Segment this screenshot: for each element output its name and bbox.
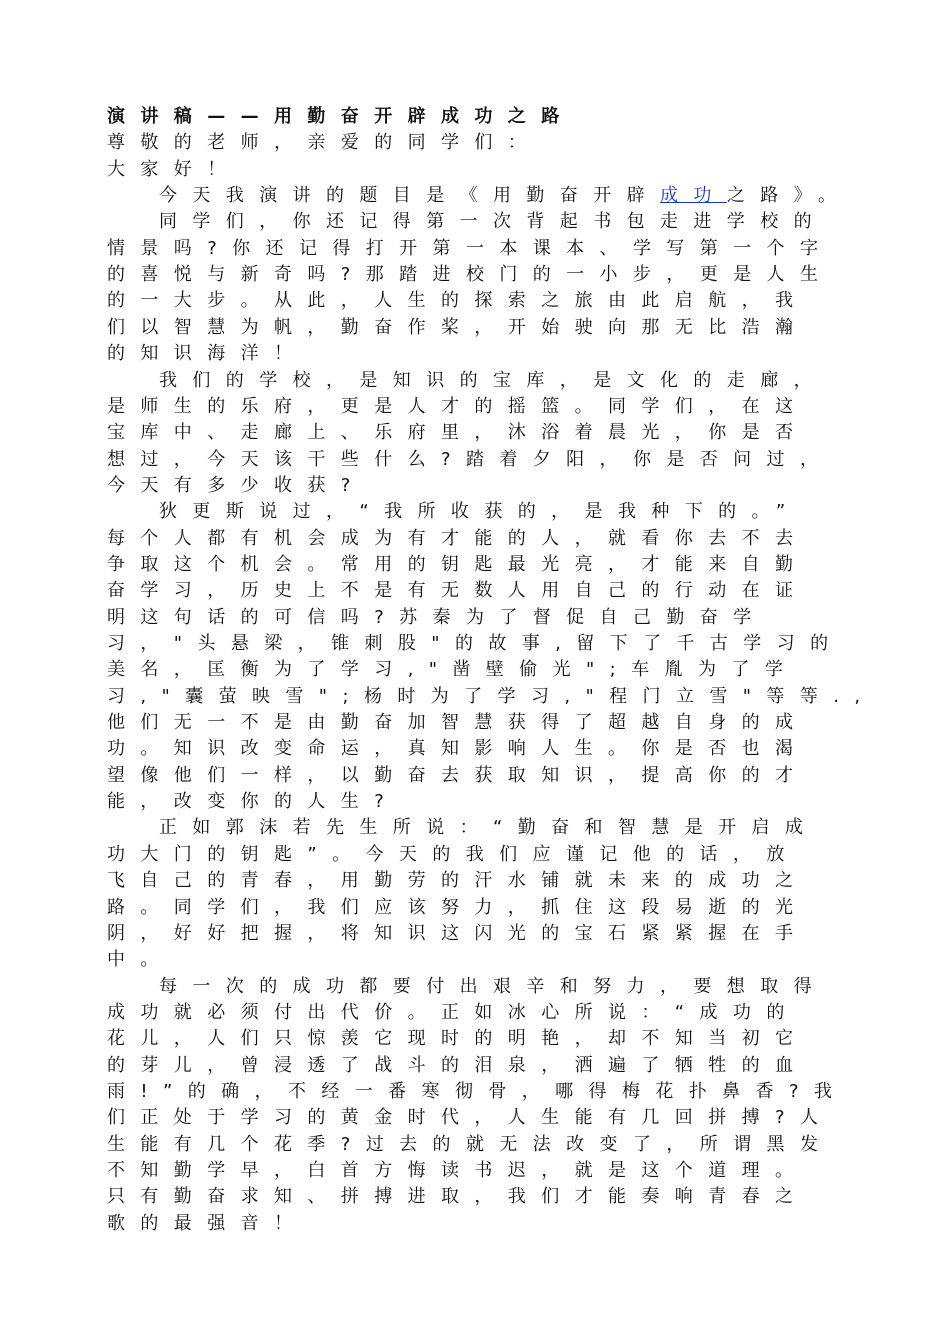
text-line: 美名，匡衡为了学习,"凿壁偷光";车胤为了学 bbox=[107, 659, 799, 680]
text-line: 争取这个机会。常用的钥匙最光亮，才能来自勤 bbox=[107, 554, 809, 575]
text-line: 的喜悦与新奇吗?那踏进校门的一小步，更是人生 bbox=[107, 264, 834, 285]
text-line: 功。知识改变命运，真知影响人生。你是否也渴 bbox=[107, 738, 809, 759]
text-line: 我们的学校，是知识的宝库，是文化的走廊， bbox=[159, 370, 827, 391]
text-line: 想过，今天该干些什么?踏着夕阳，你是否问过， bbox=[107, 449, 834, 470]
text-line: 大家好！ bbox=[107, 159, 241, 180]
text-line: 明这句话的可信吗?苏秦为了督促自己勤奋学 bbox=[107, 607, 767, 628]
text-line: 雨!”的确，不经一番寒彻骨，哪得梅花扑鼻香?我 bbox=[107, 1081, 848, 1102]
document-title: 演讲稿——用勤奋开辟成功之路 bbox=[107, 106, 575, 127]
text-line: 情景吗?你还记得打开第一本课本、学写第一个字 bbox=[107, 238, 834, 259]
text-segment: 今天我演讲的题目是《用勤奋开辟 bbox=[159, 185, 660, 206]
text-line: 功大门的钥匙”。今天的我们应谨记他的话，放 bbox=[107, 844, 800, 865]
text-line: 同学们，你还记得第一次背起书包走进学校的 bbox=[159, 211, 827, 232]
text-line: 能，改变你的人生? bbox=[107, 791, 400, 812]
text-line: 只有勤奋求知、拼搏进取，我们才能奏响青春之 bbox=[107, 1186, 809, 1207]
success-link[interactable]: 成功 bbox=[660, 185, 727, 206]
text-line: 每一次的成功都要付出艰辛和努力，要想取得 bbox=[159, 976, 827, 997]
text-line: 们以智慧为帆，勤奋作桨，开始驶向那无比浩瀚 bbox=[107, 317, 809, 338]
text-line: 习,"囊萤映雪";杨时为了学习,"程门立雪"等等., bbox=[107, 686, 876, 707]
text-line: 是师生的乐府，更是人才的摇篮。同学们，在这 bbox=[107, 396, 809, 417]
text-line: 他们无一不是由勤奋加智慧获得了超越自身的成 bbox=[107, 712, 809, 733]
text-line: 的知识海洋！ bbox=[107, 343, 308, 364]
text-line: 们正处于学习的黄金时代，人生能有几回拼搏?人 bbox=[107, 1107, 834, 1128]
text-segment: 之路》。 bbox=[726, 185, 852, 206]
text-line: 正如郭沫若先生所说：“勤奋和智慧是开启成 bbox=[159, 817, 819, 838]
text-line: 望像他们一样，以勤奋去获取知识，提高你的才 bbox=[107, 765, 809, 786]
text-line: 的一大步。从此，人生的探索之旅由此启航，我 bbox=[107, 290, 809, 311]
text-line: 奋学习，历史上不是有无数人用自己的行动在证 bbox=[107, 580, 809, 601]
text-line: 习，"头悬梁，锥刺股"的故事,留下了千古学习的 bbox=[107, 633, 844, 654]
text-line bbox=[159, 183, 851, 209]
text-line: 每个人都有机会成为有才能的人，就看你去不去 bbox=[107, 528, 809, 549]
text-line: 中。 bbox=[107, 949, 174, 970]
text-line: 尊敬的老师，亲爱的同学们： bbox=[107, 132, 542, 153]
text-line: 花儿，人们只惊羡它现时的明艳，却不知当初它 bbox=[107, 1028, 809, 1049]
text-line: 宝库中、走廊上、乐府里，沐浴着晨光，你是否 bbox=[107, 422, 809, 443]
text-line: 不知勤学早，白首方悔读书迟，就是这个道理。 bbox=[107, 1160, 809, 1181]
text-line: 生能有几个花季?过去的就无法改变了，所谓黑发 bbox=[107, 1134, 834, 1155]
text-line: 飞自己的青春，用勤劳的汗水铺就未来的成功之 bbox=[107, 870, 809, 891]
text-line: 成功就必须付出代价。正如冰心所说：“成功的 bbox=[107, 1002, 800, 1023]
text-line: 阴，好好把握，将知识这闪光的宝石紧紧握在手 bbox=[107, 923, 809, 944]
text-line: 的芽儿，曾浸透了战斗的泪泉，洒遍了牺牲的血 bbox=[107, 1055, 809, 1076]
text-line: 歌的最强音！ bbox=[107, 1213, 308, 1234]
text-line: 今天有多少收获? bbox=[107, 475, 366, 496]
text-line: 狄更斯说过，“我所收获的，是我种下的。” bbox=[159, 501, 801, 522]
text-line: 路。同学们，我们应该努力，抓住这段易逝的光 bbox=[107, 897, 809, 918]
